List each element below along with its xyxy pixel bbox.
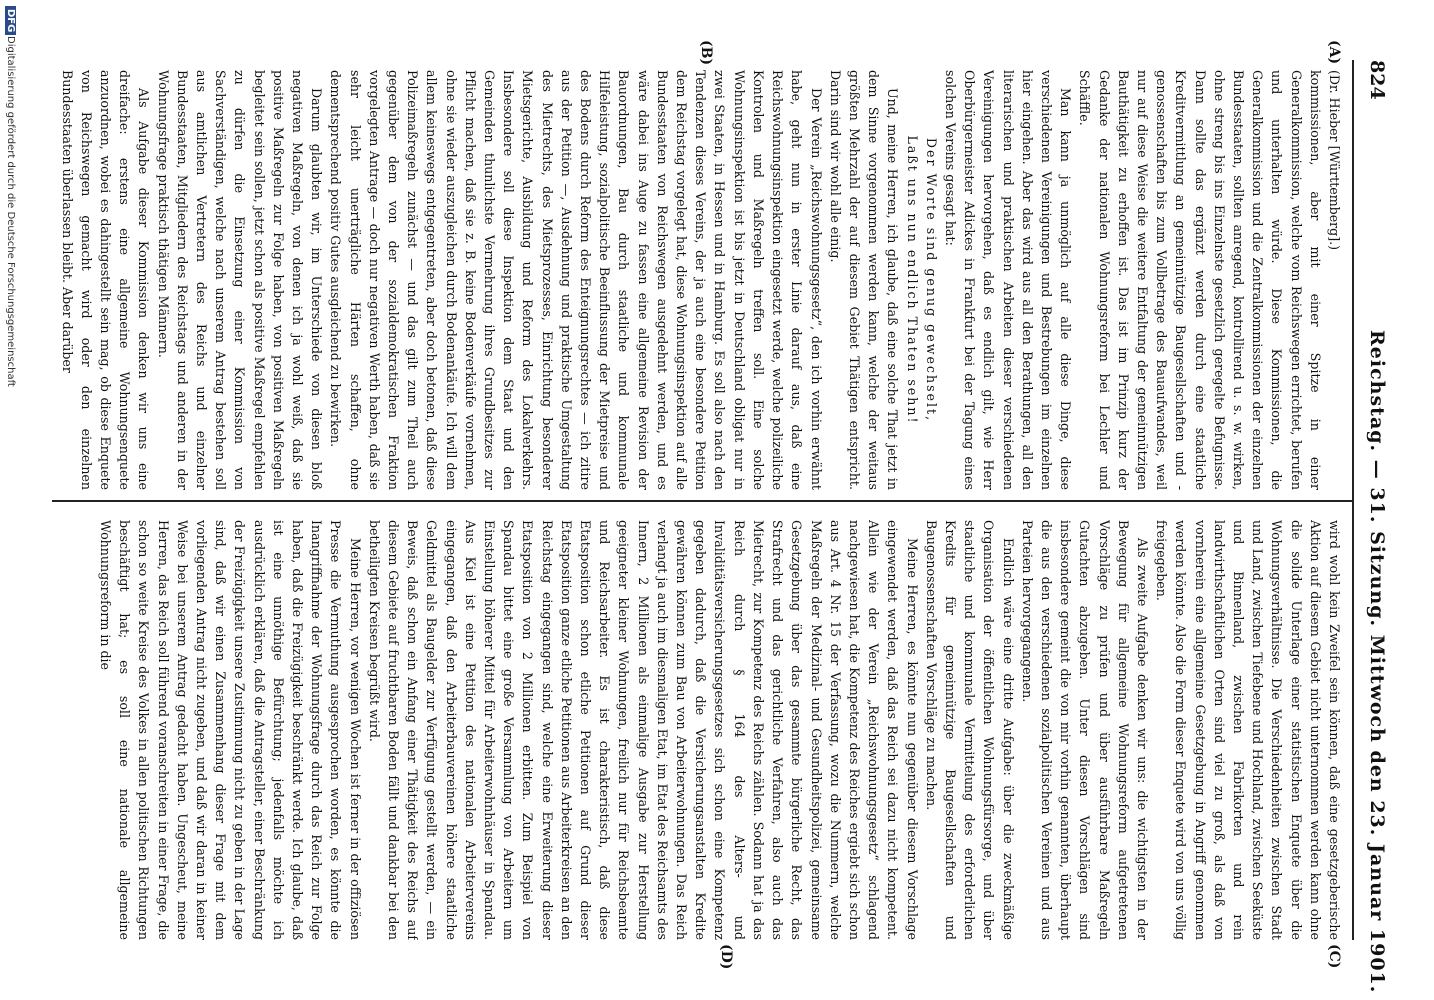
page-running-title: Reichstag. — 31. Sitzung. Mittwoch den 23. Januar 1901. (1366, 330, 1388, 994)
margin-mark-a: (A) (1326, 40, 1342, 65)
paragraph: Darum glaubten wir, im Unterschiede von diesen bloß negativen Maßregeln, von denen ich ja wohl weiß, daß sie positive Maßregeln zur Folge haben, von positiven Maßregeln begleitet sein sollen, jetzt schon als positive Maßregel empfehlen zu dürfen die Einsetzung einer Kommission von Sachverständigen, welche nach unserem Antrag bestehen soll aus amtlichen Vertretern des Reichs und einzelner Bundesstaaten, Mitgliedern des Reichstags und anderen in der Wohnungsfrage praktisch thätigen Männern. (155, 70, 325, 490)
speaker-line: (Dr. Hieber [Württemberg].) (1327, 70, 1342, 251)
paragraph: Als zweite Aufgabe denken wir uns: die wichtigsten in der Bewegung für allgemeine Wohnungsreform aufgetretenen Vorschläge zu prüfen und über ausführbare Maßregeln Gutachten abzugeben. Unter diesen Vorschlägen sind insbesondere gemeint die von mir vorhin genannten, überhaupt die aus den verschiedenen sozialpolitischen Vereinen und aus Parteien hervorgegangenen. (1019, 520, 1150, 940)
margin-mark-c: (C) (1326, 944, 1342, 969)
quote-line: Laßt uns nun endlich Thaten sehn! (904, 135, 920, 425)
paragraph: Und, meine Herren, ich glaube, daß eine solche That jetzt in dem Sinne vorgenommen werden kann, welche der weitaus größten Mehrzahl der auf diesem Gebiet Thätigen entspricht. Darin sind wir wohl alle einig. (827, 70, 901, 490)
left-column (54, 70, 1344, 490)
column-divider (52, 500, 1352, 502)
digitization-credit: Digitalisierung gefördert durch die Deutsche Forschungsgemeinschaft (5, 36, 16, 387)
margin-mark-b: (B) (698, 40, 714, 66)
digitization-footer (0, 0, 16, 1000)
page-number: 824 (1366, 60, 1388, 100)
paragraph: Der Verein „Reichswohnungsgesetz“, den ich vorhin erwähnt habe, geht nun in erster Linie darauf aus, daß eine Reichswohnungsinspektion eingesetzt werde, welche polizeiliche Kontrolen und Maßregeln treffen soll. Eine solche Wohnungsinspektion ist bis jetzt in Deutschland obligat nur in zwei Staaten, in Hessen und in Hamburg. Es soll also nach den Tendenzen dieses Vereins, der ja auch eine besondere Petition dem Reichstag vorgelegt hat, diese Wohnungsinspektion auf alle Bundesstaaten von Reichswegen ausgedehnt werden, und es wäre dabei ins Auge zu fassen eine allgemeine Revision der Bauordnungen, Bau durch staatliche und kommunale Hilfeleistung, sozialpolitische Beeinflussung der Mietpreise und des Bodens durch Reform des Enteignungsrechtes — ich zitire aus der Petition —, Ausdehnung und praktische Umgestaltung des Mietrechts, des Mietsprozesses, Einrichtung besonderer Mietsgerichte, Ausbildung und Reform des Lokalverkehrs. Insbesondere soll diese Inspektion dem Staat und den Gemeinden thunlichste Vermehrung ihres Grundbesitzes zur Pflicht machen, daß sie z. B. keine Bodenverkäufe vornehmen, ohne sie wieder auszugleichen durch Bodenankäufe. Ich will dem allem keineswegs entgegentreten, aber doch betonen, daß diese Polizeimaßregeln zunächst — und das gilt zum Theil auch gegenüber dem von der sozialdemokratischen Fraktion vorgelegten Antrage — doch nur negativen Werth haben, daß sie sehr leicht unerträgliche Härten schaffen, ohne dementsprechend positiv Gutes ausgleichend zu bewirken. (328, 70, 824, 490)
margin-mark-d: (D) (718, 944, 734, 970)
quote-line: Der Worte sind genug gewechselt, (923, 137, 939, 423)
paragraph: Meine Herren, es könnte nun gegenüber diesem Vorschlage eingewendet werden, daß das Reich sei dazu nicht kompetent. Allein wie der Verein „Reichswohnungsgesetz“ schlagend nachgewiesen hat, die Kompetenz des Reiches ergiebt sich schon aus Art. 4 Nr. 15 der Verfassung, wozu die Nummern, welche Maßregeln der Medizinal- und Gesundheitspolizei, gemeinsame Gesetzgebung über das gesammte bürgerliche Recht, das Strafrecht und das gerichtliche Verfahren, also auch das Mietrecht, zur Kompetenz des Reichs zählen. Sodann hat ja das Reich durch § 164 des Alters- und Invaliditätsversicherungsgesetzes sich schon eine Kompetenz gegeben dadurch, daß die Versicherungsanstalten Kredite gewähren können zum Bau von Arbeiterwohnungen. Das Reich verlangt ja auch im diesmaligen Etat, im Etat des Reichsamts des Innern, 2 Millionen als einmalige Ausgabe zur Herstellung geeigneter kleiner Wohnungen, freilich nur für Reichsbeamte und Reichsarbeiter. Es ist charakteristisch, daß diese Etatsposition schon etliche Petitionen auf Grund dieser Etatsposition ganze etliche Petitionen aus Arbeiterkreisen an den Reichstag eingegangen sind, welche eine Erweiterung dieser Etatsposition von 2 Millionen erbitten. Zum Beispiel von Spandau bittet eine große Versammlung von Arbeitern um Einstellung höherer Mittel für Arbeiterwohnhäuser in Spandau. Aus Kiel ist eine Petition des nationalen Arbeitervereins eingegangen, daß den Arbeiterbauvereinen höhere staatliche Geldmittel als Baugelder zur Verfügung gestellt werden, — ein Beweis, daß schon ein Anfang einer Thätigkeit des Reichs auf diesem Gebiete auf fruchtbaren Boden fällt und dankbar bei den betheiligten Kreisen begrüßt wird. (366, 520, 920, 940)
dfg-logo: DFG (5, 6, 16, 35)
paragraph: wird wohl kein Zweifel sein können, daß eine gesetzgeberische Aktion auf diesem Gebiet nicht unternommen werden kann ohne die solide Unterlage einer statistischen Enquete über die Wohnungsverhältnisse. Die Verschiedenheiten zwischen Stadt und Land, zwischen Tiefebene und Hochland, zwischen Seeküste und Binnenland, zwischen Fabrikorten und rein landwirthschaftlichen Orten sind viel zu groß, als daß von vornherein eine allgemeine Gesetzgebung in Angriff genommen werden könnte. Also die Form dieser Enquete wird von uns völlig freigegeben. (1154, 520, 1342, 940)
paragraph: Man kann ja unmöglich auf alle diese Dinge, diese verschiedenen Vereinigungen und Bestrebungen im einzelnen hier eingehen. Aber das wird aus all den Berathungen, all den literarischen und praktischen Arbeiten dieser verschiedenen Vereinigungen hervorgehen, daß es endlich gilt, wie Herr Oberbürgermeister Adickes in Frankfurt bei der Tagung eines solchen Vereins gesagt hat: (942, 70, 1074, 490)
header-rule (1352, 60, 1354, 940)
paragraph: Endlich wäre eine dritte Aufgabe: über die zweckmäßige Organisation der öffentlichen Wohnungsfürsorge, und über staatliche und kommunale Vermittelung des erforderlichen Kredits für gemeinnützige Baugesellschaften und Baugenossenschaften Vorschläge zu machen. (923, 520, 1016, 940)
paragraph: kommissionen, aber mit einer Spitze in einer Generalkommission, welche vom Reichswegen errichtet, berufen und unterhalten würde. Diese Kommissionen, die Generalkommission und die Zentralkommissionen der einzelnen Bundesstaaten, sollten anregend, kontrollirend u. s. w. wirken, ohne streng bis ins Einzelnste gesetzlich geregelte Befugnisse. Dann sollte das ergänzt werden durch eine staatliche Kreditvermittlung an gemeinnützige Baugesellschaften und -genossenschaften bis zum Vollbetrage des Bauaufwandes, weil nur auf diese Weise die weitere Entfaltung der gemeinnützigen Bauthätigkeit zu erhoffen ist. Das ist im Prinzip kurz der Gedanke der nationalen Wohnungsreform bei Lechler und Schäffle. (1077, 70, 1323, 490)
right-column (54, 520, 1344, 940)
paragraph: Als Aufgabe dieser Kommission denken wir uns eine dreifache: erstens eine allgemeine Wohnungsenquete anzuordnen, wobei es dahingestellt sein mag, ob diese Enquete von Reichswegen gemacht wird oder den einzelnen Bundesstaaten überlassen bleibt. Aber darüber (59, 70, 152, 490)
paragraph: Meine Herren, vor wenigen Wochen ist ferner in der offiziösen Presse die Vermuthung ausgesprochen worden, es könnte die Inangriffnahme der Wohnungsfrage durch das Reich zur Folge haben, daß die Freizügigkeit beschränkt werde. Ich glaube, daß ist eine unnöthige Befürchtung; jedenfalls möchte ich ausdrücklich erklären, daß die Antragsteller, einer Beschränkung der Freizügigkeit unsere Zustimmung nicht zu geben in der Lage sind, daß wir einen Zusammenhang dieser Frage mit dem vorliegenden Antrag nicht zugeben, und daß wir daran in keiner Weise bei unserem Antrag gedacht haben. Ungescheut, meine Herren, das Reich soll führend voranschreiten in einer Frage, die schon so weite Kreise des Volkes in allen politischen Richtungen beschäftigt hat; es soll eine nationale allgemeine Wohnungsreform in die (98, 520, 363, 940)
page-header (1354, 60, 1394, 994)
